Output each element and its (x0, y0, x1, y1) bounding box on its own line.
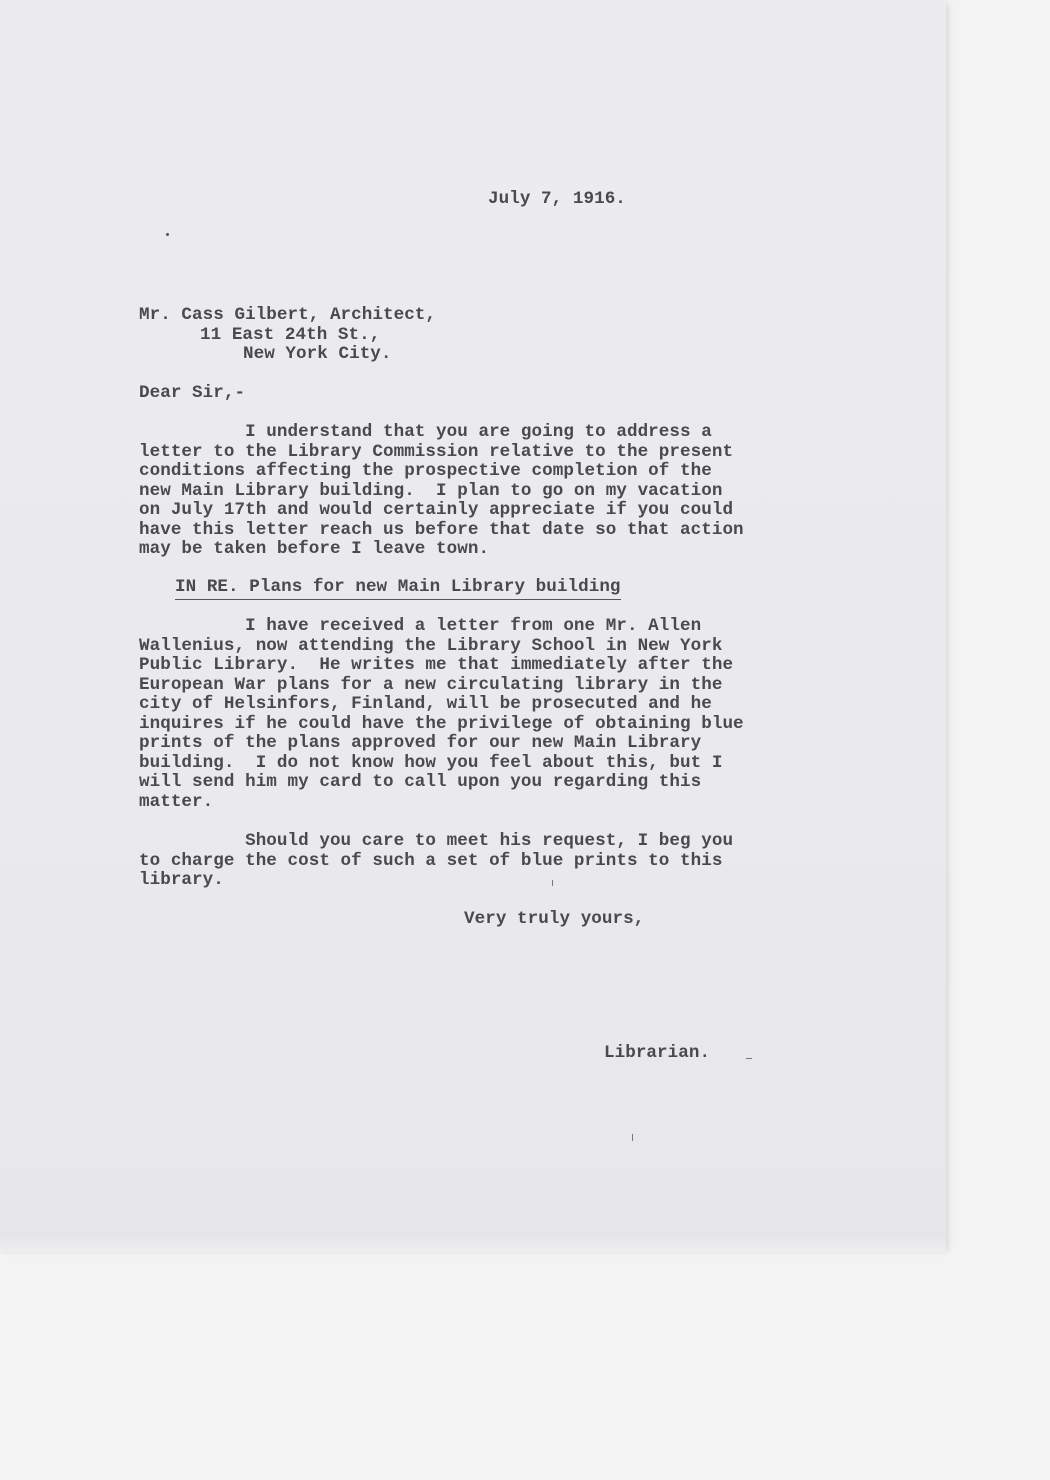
signature-title: Librarian. (604, 1043, 711, 1063)
subject-line: IN RE. Plans for new Main Library building (175, 578, 621, 600)
paper-watermark-bottom (90, 1060, 174, 1154)
paragraph-2: I have received a letter from one Mr. Allen Wallenius, now attending the Library School in New York Public Library. He writes me that immediately after the European War plans for a new circulating library in the city of Helsinfors, Finland, will be prosecuted and he inquires if he could have the privilege of obtaining blue prints of the plans approved for our new Main Library building. I do not know how you feel about this, but I will send him my card to call upon you regarding this matter. (139, 616, 744, 812)
letter-date: July 7, 1916. (488, 189, 626, 209)
recipient-line-1: Mr. Cass Gilbert, Architect, (139, 305, 437, 325)
salutation: Dear Sir,- (139, 383, 246, 403)
recipient-line-3: New York City. (243, 344, 392, 364)
paper-watermark-top (300, 40, 376, 125)
recipient-line-2: 11 East 24th St., (200, 325, 381, 345)
closing: Very truly yours, (464, 909, 645, 929)
sheet-bottom-edge (0, 1232, 946, 1252)
ink-speck (166, 233, 169, 236)
paragraph-1: I understand that you are going to address a letter to the Library Commission relative to the present conditions affecting the prospective completion of the new Main Library building. I plan to go on my vacation on July 17th and would certainly appreciate if you could have this letter reach us before that date so that action may be taken before I leave town. (139, 422, 744, 559)
paragraph-3: Should you care to meet his request, I beg you to charge the cost of such a set of blue prints to this library. (139, 831, 734, 890)
ink-mark (746, 1058, 752, 1059)
ink-mark (632, 1134, 633, 1141)
ink-mark (552, 880, 553, 886)
